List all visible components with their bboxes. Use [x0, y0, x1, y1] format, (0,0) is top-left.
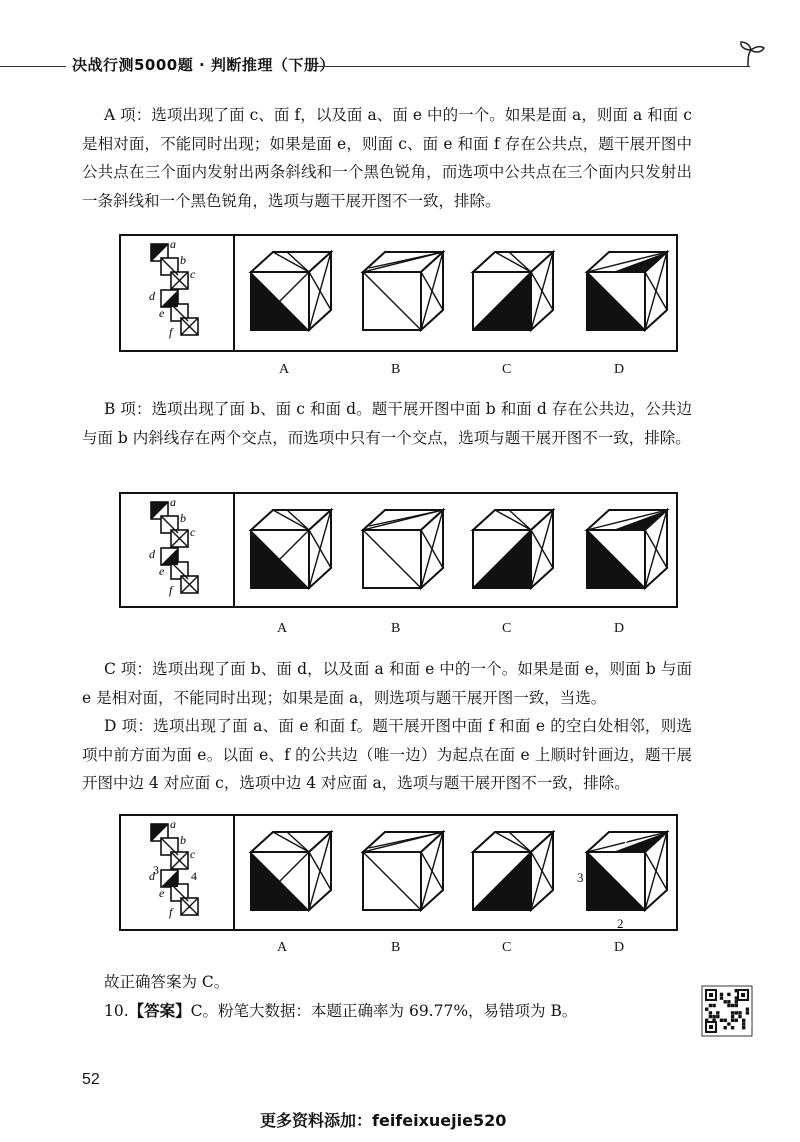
qr-code-icon: [702, 986, 752, 1036]
option-label-d: D: [614, 621, 625, 636]
qr-module: [731, 1026, 734, 1029]
net-edge-label: 3: [153, 863, 159, 877]
header-title: 决战行测5000题 · 判断推理（下册）: [72, 56, 335, 74]
answer-tag: 【答案】: [128, 1001, 191, 1020]
figure-panel-3: [119, 814, 678, 931]
cube-option: [247, 248, 343, 338]
qr-module: [724, 1026, 727, 1029]
net-face-label: e: [159, 564, 165, 578]
analysis-option-a: A 项：选项出现了面 c、面 f，以及面 a、面 e 中的一个。如果是面 a，则面 a 和面 c 是相对面，不能同时出现；如果是面 e，则面 c、面 e 和面 f 存在公共点，题干展开图中公共点在三个面内发射出两条斜线和一个黑色锐角，而选项中公共点在三个面内只发射出一条斜线和一个黑色锐角，选项与题干展开图不一致，排除。: [82, 106, 692, 210]
analysis-option-d: D 项：选项出现了面 a、面 e 和面 f。题干展开图中面 f 和面 e 的空白处相邻，则选项中前方面为面 e。以面 e、f 的公共边（唯一边）为起点在面 e 上顺时针画边，题干展开图中边 4 对应面 c，选项中边 4 对应面 a，选项与题干展开图不一致，排除。: [82, 717, 692, 792]
qr-module: [735, 1000, 738, 1003]
net-face-label: f: [169, 583, 173, 597]
qr-module: [720, 993, 723, 996]
qr-module: [720, 996, 723, 999]
footer-text: 更多资料添加：feifeixuejie520: [260, 1111, 507, 1130]
option-label-a: A: [279, 362, 290, 377]
cube-net: [121, 236, 235, 350]
cube-option: [577, 828, 679, 931]
cube-option: [583, 506, 679, 596]
qr-module: [705, 1019, 708, 1022]
header-rule-right: [312, 66, 750, 67]
cube-option: [247, 828, 343, 918]
qr-module: [742, 1022, 745, 1025]
cube-option: [359, 506, 455, 596]
net-face-label: d: [149, 547, 155, 561]
analysis-option-c: C 项：选项出现了面 b、面 d，以及面 a 和面 e 中的一个。如果是面 e，则面 b 与面 e 是相对面，不能同时出现；如果是面 a，则选项与题干展开图一致，当选。: [82, 660, 692, 707]
option-label-d: D: [614, 362, 625, 377]
option-label-a: A: [277, 621, 288, 636]
qr-module: [735, 1019, 738, 1022]
qr-module: [712, 1004, 715, 1007]
qr-module: [709, 1011, 712, 1014]
net-face-label: e: [159, 886, 165, 900]
option-label-c: C: [502, 621, 512, 636]
qr-finder-core: [741, 993, 745, 997]
qr-module: [738, 1011, 741, 1014]
cube-edge-label: 4: [621, 832, 628, 847]
qr-module: [727, 993, 730, 996]
answer-text: C。粉笔大数据：本题正确率为 69.77%，易错项为 B。: [190, 1002, 578, 1020]
cube-option: [469, 828, 565, 918]
qr-module: [709, 1004, 712, 1007]
net-drawing: [123, 818, 233, 930]
qr-module: [727, 1022, 730, 1025]
qr-module: [735, 996, 738, 999]
page-number: 52: [82, 1071, 100, 1088]
cube-edge-label: 3: [577, 870, 584, 885]
qr-module: [738, 1015, 741, 1018]
figure-panel-2: [119, 492, 678, 608]
qr-module: [731, 1015, 734, 1018]
conclusion-text: 故正确答案为 C。: [104, 973, 230, 991]
option-label-a: A: [277, 940, 288, 955]
net-face-label: b: [180, 253, 186, 267]
qr-finder-core: [709, 993, 713, 997]
net-face-label: a: [170, 817, 176, 831]
leaf-icon: [736, 40, 766, 70]
net-edge-label: 4: [191, 869, 197, 883]
cube-option: [247, 506, 343, 596]
header-rule-left: [0, 66, 66, 67]
answer-line: [82, 997, 692, 1026]
cube-option: [469, 248, 565, 338]
qr-module: [727, 1000, 730, 1003]
qr-module: [716, 1015, 719, 1018]
cube-option: [469, 506, 565, 596]
answer-number: 10.: [104, 1002, 129, 1020]
net-face-label: e: [159, 306, 165, 320]
qr-module: [746, 1008, 749, 1011]
net-drawing: [123, 496, 233, 608]
net-face-label: d: [149, 869, 155, 883]
net-face-label: a: [170, 495, 176, 509]
qr-module: [731, 1019, 734, 1022]
net-face-label: b: [180, 833, 186, 847]
net-face-label: c: [190, 847, 196, 861]
qr-module: [724, 1000, 727, 1003]
option-label-b: B: [391, 940, 401, 955]
cube-option: [583, 248, 679, 338]
qr-module: [746, 1011, 749, 1014]
net-face-label: c: [190, 267, 196, 281]
net-face-label: f: [169, 325, 173, 339]
qr-module: [705, 1008, 708, 1011]
net-drawing: [123, 238, 233, 350]
option-label-b: B: [391, 621, 401, 636]
qr-module: [731, 1004, 734, 1007]
net-face-label: f: [169, 905, 173, 919]
figure-panel-1: [119, 234, 678, 352]
qr-module: [742, 1026, 745, 1029]
qr-module: [720, 1019, 723, 1022]
net-face-label: c: [190, 525, 196, 539]
cube-option: [359, 828, 455, 918]
qr-module: [724, 1019, 727, 1022]
qr-module: [742, 1019, 745, 1022]
cube-edge-label: 2: [617, 916, 624, 931]
net-face-label: a: [170, 237, 176, 251]
cube-option: [359, 248, 455, 338]
qr-module: [735, 1011, 738, 1014]
net-face-label: b: [180, 511, 186, 525]
option-label-c: C: [502, 940, 512, 955]
option-label-b: B: [391, 362, 401, 377]
analysis-option-b: B 项：选项出现了面 b、面 c 和面 d。题干展开图中面 b 和面 d 存在公共边，公共边与面 b 内斜线存在两个交点，而选项中只有一个交点，选项与题干展开图不一致，排除。: [82, 400, 692, 447]
cube-net: [121, 494, 235, 606]
option-label-c: C: [502, 362, 512, 377]
cube-net: [121, 816, 235, 929]
qr-module: [709, 1015, 712, 1018]
net-face-label: d: [149, 289, 155, 303]
qr-module: [716, 1011, 719, 1014]
qr-module: [712, 1019, 715, 1022]
option-label-d: D: [614, 940, 625, 955]
qr-module: [735, 989, 738, 992]
qr-module: [727, 1004, 730, 1007]
qr-module: [731, 1011, 734, 1014]
qr-finder-core: [709, 1025, 713, 1029]
qr-module: [712, 1015, 715, 1018]
qr-module: [735, 1004, 738, 1007]
